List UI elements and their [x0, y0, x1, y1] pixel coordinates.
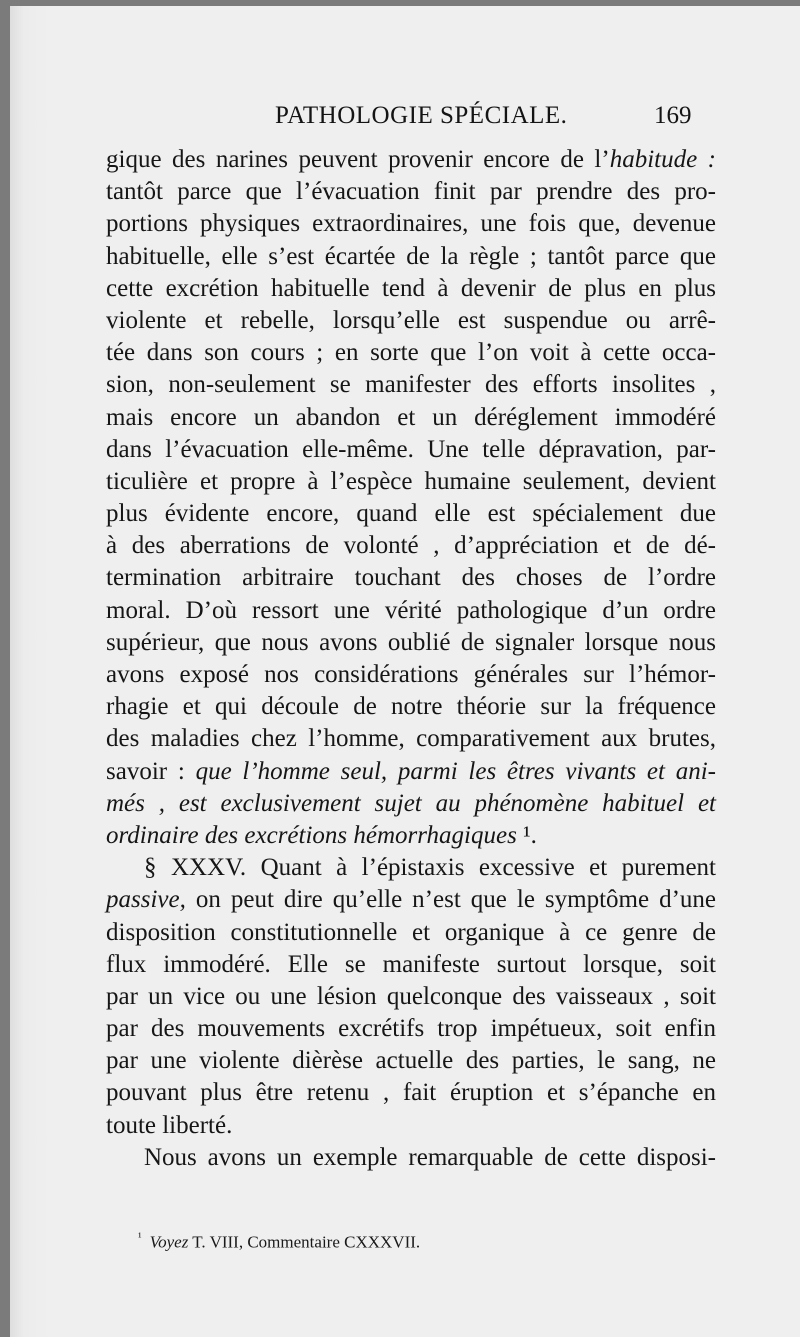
text-span: flux immodéré. Elle se manifeste surtout lorsque, soit	[106, 950, 716, 978]
text-line	[106, 466, 716, 498]
footnote-text: T. VIII, Commentaire CXXXVII.	[188, 1232, 421, 1252]
text-span: ticulière et propre à l’espèce humaine seulement, devient	[106, 467, 716, 495]
text-line	[106, 176, 716, 208]
text-line	[106, 144, 716, 176]
text-span: moral. D’où ressort une vérité pathologique d’un ordre	[106, 596, 716, 624]
text-line	[106, 820, 716, 852]
text-span: savoir :	[106, 757, 196, 785]
text-span: violente et rebelle, lorsqu’elle est suspendue ou arrê-	[106, 306, 716, 334]
italic-span: més , est exclusivement sujet au phénomène habituel et	[106, 789, 716, 817]
text-line	[106, 434, 716, 466]
text-span: gique des narines peuvent provenir encore de l’	[106, 146, 610, 173]
text-span: tantôt parce que l’évacuation finit par prendre des pro-	[106, 178, 716, 206]
text-line	[106, 1077, 716, 1109]
text-span: sion, non-seulement se manifester des efforts insolites ,	[106, 371, 716, 399]
text-line	[106, 1045, 716, 1077]
text-line	[106, 884, 716, 916]
text-line	[106, 949, 716, 981]
text-span: rhagie et qui découle de notre théorie sur la fréquence	[106, 693, 716, 721]
text-span: toute liberté.	[106, 1111, 233, 1139]
running-head	[10, 102, 800, 142]
page-number: 169	[654, 102, 692, 129]
text-span: tée dans son cours ; en sorte que l’on voit à cette occa-	[106, 339, 716, 367]
text-span: des maladies chez l’homme, comparativement aux brutes,	[106, 725, 716, 753]
text-line	[106, 659, 716, 691]
text-line	[106, 788, 716, 820]
running-title: PATHOLOGIE SPÉCIALE.	[275, 102, 568, 129]
text-line	[106, 241, 716, 273]
text-span: portions physiques extraordinaires, une fois que, devenue	[106, 210, 716, 238]
text-line	[106, 305, 716, 337]
text-span: on peut dire qu’elle n’est que le symptôme d’une	[185, 886, 716, 914]
text-line	[106, 627, 716, 659]
text-line	[106, 917, 716, 949]
text-span: à des aberrations de volonté , d’appréciation et de dé-	[106, 532, 716, 560]
text-span: habituelle, elle s’est écartée de la règle ; tantôt parce que	[106, 242, 716, 270]
text-span: par une violente dièrèse actuelle des parties, le sang, ne	[106, 1047, 716, 1075]
text-line	[106, 595, 716, 627]
book-page	[10, 6, 800, 1337]
italic-span: habitude :	[609, 146, 716, 173]
text-line	[106, 1110, 716, 1142]
text-line	[106, 1142, 716, 1174]
text-line	[106, 852, 716, 884]
text-line	[106, 981, 716, 1013]
body-text	[106, 144, 716, 1174]
text-span: disposition constitutionnelle et organique à ce genre de	[106, 918, 716, 946]
text-span: termination arbitraire touchant des choses de l’ordre	[106, 564, 716, 592]
text-line	[106, 756, 716, 788]
text-span: plus évidente encore, quand elle est spécialement due	[106, 500, 716, 528]
text-span: Nous avons un exemple remarquable de cette disposi-	[144, 1143, 716, 1171]
text-span: mais encore un abandon et un déréglement immodéré	[106, 403, 716, 431]
text-line	[106, 402, 716, 434]
text-line	[106, 498, 716, 530]
text-span: pouvant plus être retenu , fait éruption et s’épanche en	[106, 1079, 716, 1107]
footnote-lead: Voyez	[149, 1232, 189, 1252]
text-span: supérieur, que nous avons oublié de signaler lorsque nous	[106, 628, 716, 656]
text-line	[106, 369, 716, 401]
text-line	[106, 1013, 716, 1045]
text-line	[106, 530, 716, 562]
text-span: par des mouvements excrétifs trop impétueux, soit enfin	[106, 1015, 716, 1043]
italic-span: que l’homme seul, parmi les êtres vivants et ani-	[195, 757, 716, 785]
text-span: dans l’évacuation elle-même. Une telle dépravation, par-	[106, 435, 716, 463]
text-line	[106, 208, 716, 240]
text-span: par un vice ou une lésion quelconque des vaisseaux , soit	[106, 982, 716, 1010]
text-span: cette excrétion habituelle tend à devenir de plus en plus	[106, 274, 716, 302]
text-span: § XXXV. Quant à l’épistaxis excessive et purement	[144, 854, 716, 882]
text-line	[106, 337, 716, 369]
text-span: ¹.	[516, 821, 537, 849]
text-line	[106, 691, 716, 723]
text-line	[106, 562, 716, 594]
footnote	[138, 1230, 420, 1253]
text-line	[106, 273, 716, 305]
text-span: avons exposé nos considérations générales sur l’hémor-	[106, 661, 716, 688]
text-line	[106, 723, 716, 755]
footnote-mark: ¹	[138, 1230, 142, 1244]
italic-span: ordinaire des excrétions hémorrhagiques	[106, 821, 517, 849]
italic-span: passive,	[106, 886, 186, 914]
